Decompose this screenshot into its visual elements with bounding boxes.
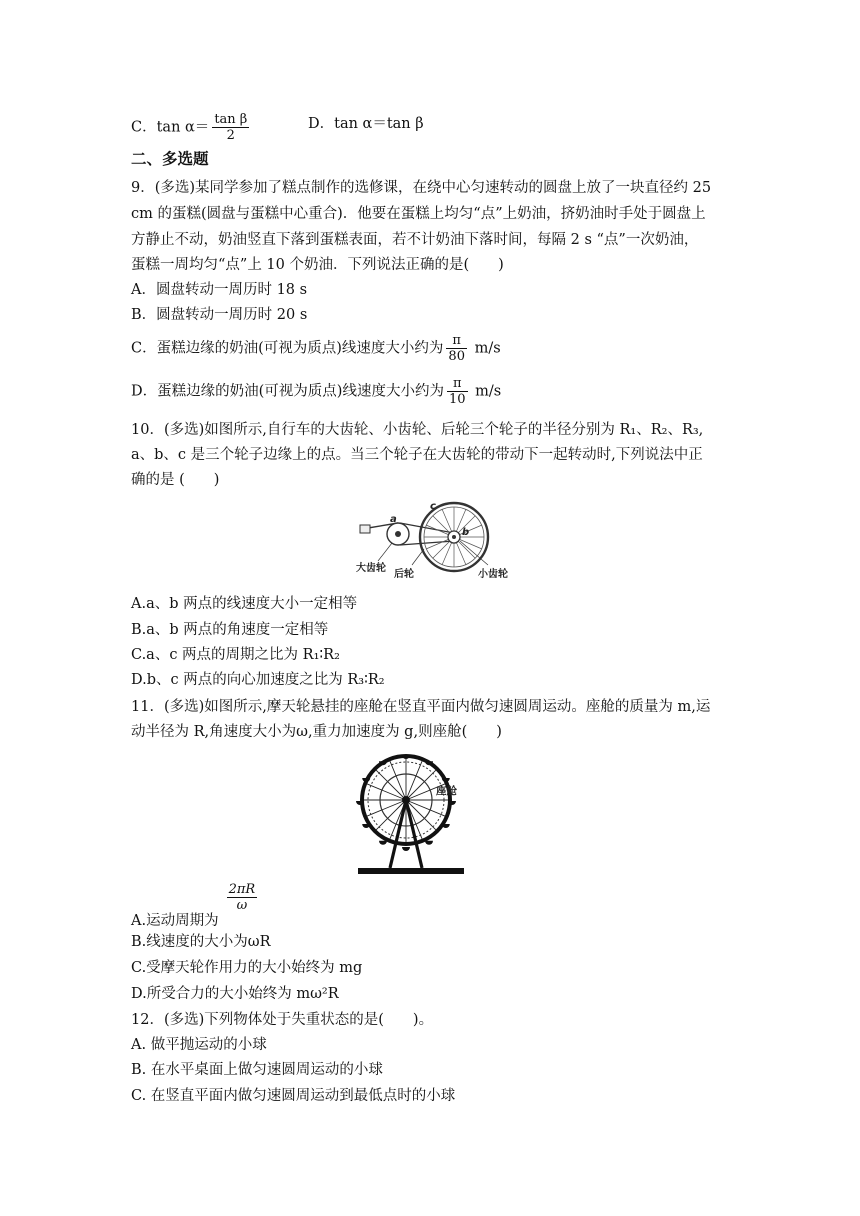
q9-stem-line2: cm 的蛋糕(圆盘与蛋糕中心重合)．他要在蛋糕上均匀“点”上奶油，挤奶油时手处于圆盘上	[131, 206, 706, 222]
ferris-base	[358, 868, 464, 874]
q11-option-c: C.受摩天轮作用力的大小始终为 mg	[131, 960, 363, 976]
q9-stem-line3: 方静止不动，奶油竖直下落到蛋糕表面，若不计奶油下落时间，每隔 2 s “点”一次奶油，	[131, 232, 699, 248]
q10-stem-line3: 确的是 ( )	[131, 472, 220, 488]
label-big-gear: 大齿轮	[356, 563, 386, 574]
q12-option-a: A. 做平抛运动的小球	[131, 1037, 267, 1053]
label-cabin: 座舱	[436, 785, 457, 797]
q10-option-d: D.b、c 两点的向心加速度之比为 R₃∶R₂	[131, 672, 385, 688]
q12-stem: 12．(多选)下列物体处于失重状态的是( )。	[131, 1012, 434, 1028]
label-c: c	[430, 501, 436, 512]
q8-option-c	[131, 112, 252, 143]
q9-stem-line4: 蛋糕一周均匀“点”上 10 个奶油．下列说法正确的是( )	[131, 257, 504, 273]
q11-option-b: B.线速度的大小为ωR	[131, 934, 271, 950]
q8-option-c-label: C．tan α＝	[131, 119, 210, 136]
q9-option-c: C．蛋糕边缘的奶油(可视为质点)线速度大小约为 $\frac{\pi}{80}$ m/s	[131, 333, 501, 364]
q9-stem-line1: 9．(多选)某同学参加了糕点制作的选修课，在绕中心匀速转动的圆盘上放了一块直径约 25	[131, 180, 712, 196]
q12-option-b: B. 在水平桌面上做匀速圆周运动的小球	[131, 1062, 383, 1078]
pedal-icon	[360, 525, 370, 533]
q8-option-c-fraction: $\frac{\text{tan β}}{2}$	[214, 112, 248, 143]
label-small-gear: 小齿轮	[478, 569, 508, 580]
q9-option-d-fraction: $\frac{\pi}{10}$	[448, 376, 466, 407]
q9-option-c-fraction: $\frac{\pi}{80}$	[448, 333, 465, 364]
q11-stem-line2: 动半径为 R,角速度大小为ω,重力加速度为 g,则座舱( )	[131, 724, 502, 740]
q10-option-a: A.a、b 两点的线速度大小一定相等	[131, 596, 358, 612]
q8-option-d: D．tan α＝tan β	[308, 116, 424, 132]
q10-option-b: B.a、b 两点的角速度一定相等	[131, 622, 329, 638]
q11-option-d: D.所受合力的大小始终为 mω²R	[131, 986, 339, 1002]
q9-option-d: D．蛋糕边缘的奶油(可视为质点)线速度大小约为 $\frac{\pi}{10}$ m/s	[131, 376, 502, 407]
q11-option-a: A.运动周期为 $\frac{2\pi R}{\omega}$	[131, 882, 256, 929]
q10-stem-line2: a、b、c 是三个轮子边缘上的点。当三个轮子在大齿轮的带动下一起转动时,下列说法中正	[131, 447, 703, 463]
label-a: a	[390, 514, 397, 525]
q12-option-c: C. 在竖直平面内做匀速圆周运动到最低点时的小球	[131, 1088, 456, 1104]
ferris-wheel-figure	[356, 746, 468, 878]
q10-stem-line1: 10．(多选)如图所示,自行车的大齿轮、小齿轮、后轮三个轮子的半径分别为 R₁、R₂、R₃,	[131, 422, 704, 438]
q11-stem-line1: 11．(多选)如图所示,摩天轮悬挂的座舱在竖直平面内做匀速圆周运动。座舱的质量为 m,运	[131, 699, 711, 715]
q11-option-a-fraction: $\frac{2\pi R}{\omega}$	[228, 882, 256, 913]
q9-option-b: B．圆盘转动一周历时 20 s	[131, 307, 308, 323]
q10-option-c: C.a、c 两点的周期之比为 R₁∶R₂	[131, 647, 340, 663]
chain-lower	[400, 541, 454, 545]
section-title: 二、多选题	[131, 150, 209, 168]
bicycle-gear-figure	[350, 495, 520, 581]
label-b: b	[462, 527, 470, 538]
label-rear-wheel: 后轮	[394, 569, 414, 580]
q9-option-a: A．圆盘转动一周历时 18 s	[131, 282, 308, 298]
